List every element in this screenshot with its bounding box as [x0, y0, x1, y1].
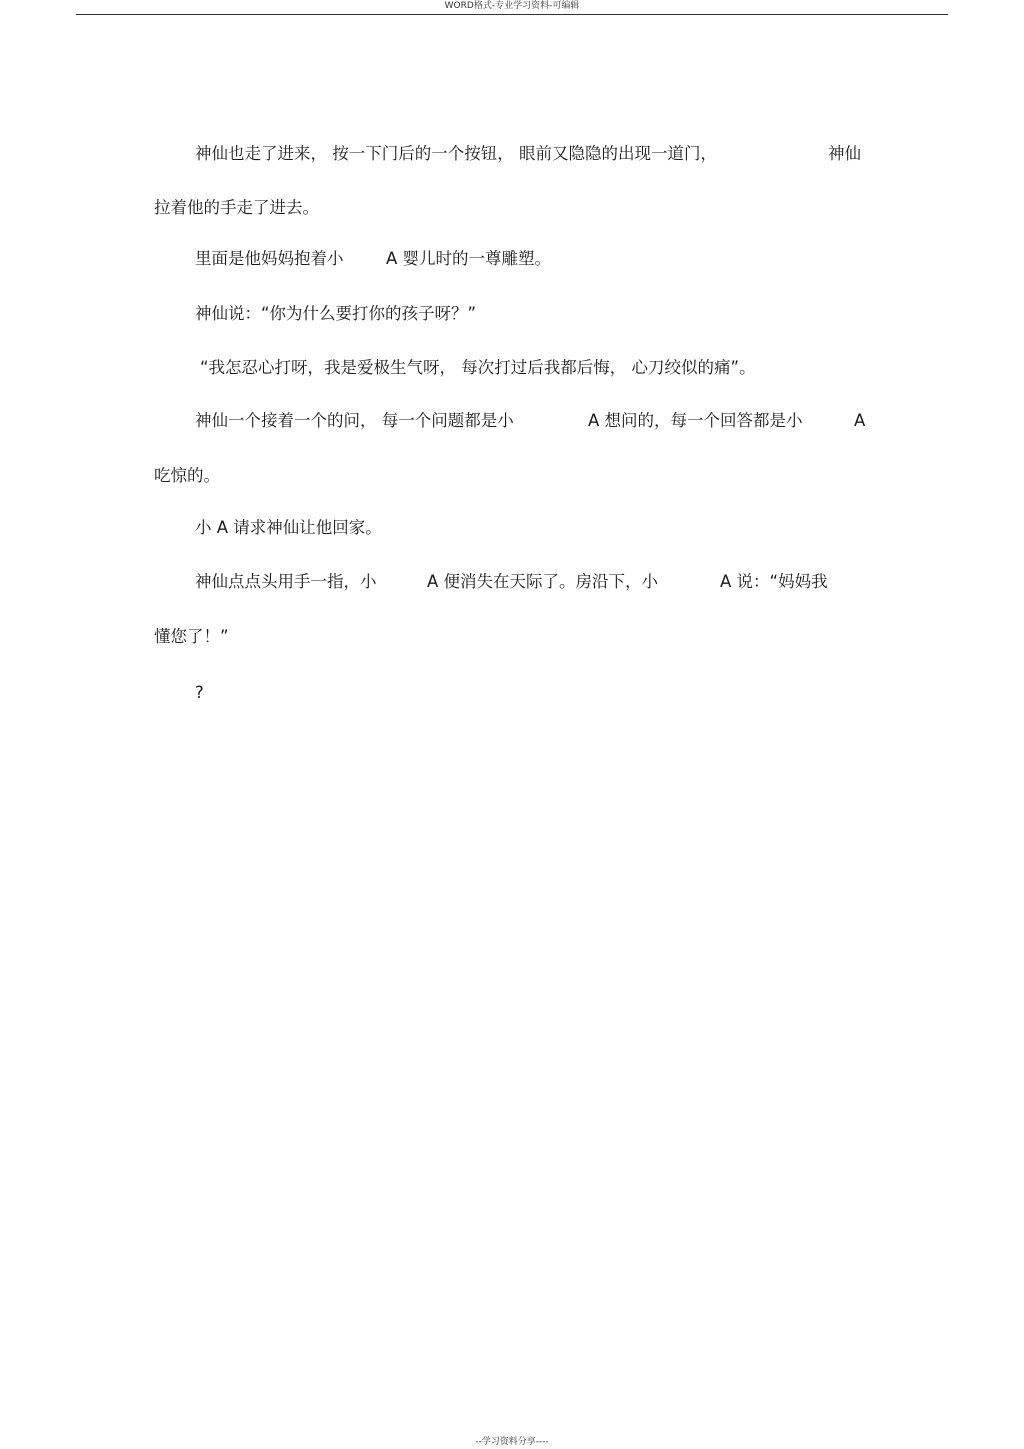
- page-header: [76, 0, 948, 15]
- paragraph-1-line-1b: 神仙: [828, 144, 861, 163]
- footer-text: --学习资料分享----: [475, 1437, 549, 1447]
- paragraph-7-line-1c: A 说：“妈妈我: [720, 572, 828, 591]
- header-text: WORD格式-专业学习资料-可编辑: [444, 1, 580, 11]
- paragraph-5-line-2: 吃惊的。: [154, 466, 220, 485]
- paragraph-2b: A 婴儿时的一尊雕塑。: [386, 249, 552, 268]
- paragraph-5-line-1c: A: [854, 411, 866, 430]
- paragraph-1-line-2: 拉着他的手走了进去。: [154, 198, 319, 217]
- paragraph-4: “我怎忍心打呀，我是爱极生气呀， 每次打过后我都后悔， 心刀绞似的痛”。: [200, 358, 756, 377]
- paragraph-7-line-1a: 神仙点点头用手一指，小: [195, 572, 377, 591]
- paragraph-6: 小 A 请求神仙让他回家。: [195, 518, 382, 537]
- paragraph-7-line-2: 懂您了！”: [154, 627, 229, 646]
- paragraph-1-line-1a: 神仙也走了进来， 按一下门后的一个按钮， 眼前又隐隐的出现一道门，: [195, 144, 717, 163]
- paragraph-5-line-1b: A 想问的，每一个回答都是小: [588, 411, 803, 430]
- paragraph-8: ?: [195, 683, 204, 702]
- paragraph-5-line-1a: 神仙一个接着一个的问， 每一个问题都是小: [195, 411, 514, 430]
- page-footer: [0, 1436, 1024, 1448]
- paragraph-3: 神仙说：“你为什么要打你的孩子呀？”: [195, 304, 477, 323]
- paragraph-2a: 里面是他妈妈抱着小: [195, 249, 344, 268]
- paragraph-7-line-1b: A 便消失在天际了。房沿下，小: [427, 572, 659, 591]
